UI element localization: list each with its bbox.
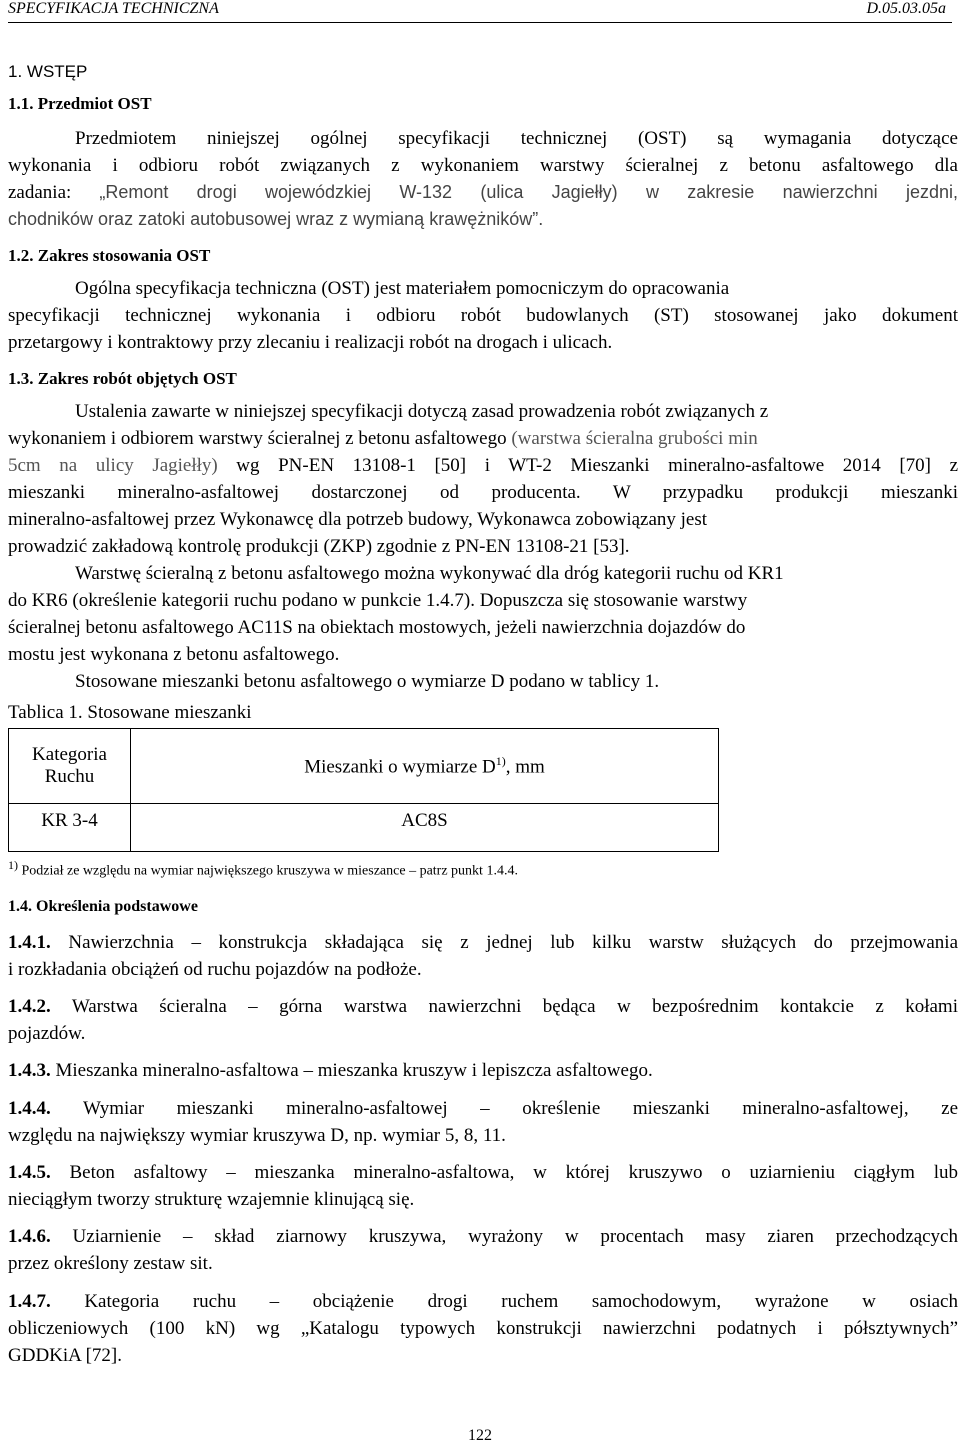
definition-cont: GDDKiA [72].	[8, 1345, 122, 1366]
definition-cont: przez określony zestaw sit.	[8, 1253, 213, 1274]
table-row	[9, 803, 719, 851]
table-cell: AC8S	[131, 803, 719, 851]
definition-number: 1.4.1.	[8, 932, 51, 953]
definition-number: 1.4.6.	[8, 1226, 51, 1247]
section-heading-1-1: 1.1. Przedmiot OST	[8, 94, 152, 113]
paragraph-line: Ustalenia zawarte w niniejszej specyfikacji dotyczą zasad prowadzenia robót związanych z	[75, 401, 769, 422]
definition	[8, 996, 958, 1018]
table-header-row	[9, 729, 719, 804]
section-heading-1-4: 1.4. Określenia podstawowe	[8, 898, 198, 915]
paragraph-line: Stosowane mieszanki betonu asfaltowego o wymiarze D podano w tablicy 1.	[75, 671, 660, 692]
table-header-cell	[131, 729, 719, 804]
paragraph-line: specyfikacji technicznej wykonania i odbioru robót budowlanych (ST) stosowanej jako dokument	[8, 305, 958, 326]
running-header	[8, 0, 952, 23]
definition-cont: i rozkładania obciążeń od ruchu pojazdów na podłoże.	[8, 959, 422, 980]
paragraph-line: chodników oraz zatoki autobusowej wraz z wymianą krawężników”.	[8, 209, 544, 229]
header-line: Kategoria	[32, 743, 107, 765]
header-text: Mieszanki o wymiarze D	[304, 756, 496, 778]
definition-text: Nawierzchnia – konstrukcja składająca się z jednej lub kilku warstw służących do przejmowania	[50, 932, 958, 953]
footnote-ref: 1)	[495, 753, 506, 768]
section-heading-1-2: 1.2. Zakres stosowania OST	[8, 246, 211, 265]
definition	[8, 1226, 958, 1248]
definition	[8, 1162, 958, 1184]
definition-cont: nieciągłym tworzy strukturę wzajemnie klinującą się.	[8, 1189, 415, 1210]
table-cell: KR 3-4	[9, 803, 131, 851]
definition-text: Wymiar mieszanki mineralno-asfaltowej – określenie mieszanki mineralno-asfaltowej, ze	[50, 1098, 958, 1119]
definition-number: 1.4.2.	[8, 996, 51, 1017]
definition-cont: względu na największy wymiar kruszywa D, np. wymiar 5, 8, 11.	[8, 1125, 506, 1146]
definition-text: Kategoria ruchu – obciążenie drogi ruchem samochodowym, wyrażone w osiach	[50, 1291, 958, 1312]
text-run-gray: (warstwa ścieralna grubości min	[511, 428, 758, 449]
section-heading-1-3: 1.3. Zakres robót objętych OST	[8, 369, 237, 388]
definition-number: 1.4.7.	[8, 1291, 51, 1312]
text-run-gray: 5cm na ulicy Jagiełły)	[8, 455, 218, 476]
definition-number: 1.4.5.	[8, 1162, 51, 1183]
table-header-cell	[9, 729, 131, 804]
header-line: Ruchu	[44, 765, 95, 787]
definition-text: Beton asfaltowy – mieszanka mineralno-asfaltowa, w której kruszywo o uziarnieniu ciągłym lub	[50, 1162, 958, 1183]
text-run: wg PN-EN 13108-1 [50] i WT-2 Mieszanki mineralno-asfaltowe 2014 [70] z	[217, 455, 959, 476]
paragraph-line: Ogólna specyfikacja techniczna (OST) jest materiałem pomocniczym do opracowania	[75, 278, 730, 299]
definition-text: Mieszanka mineralno-asfaltowa – mieszanka kruszyw i lepiszcza asfaltowego.	[50, 1060, 653, 1081]
paragraph-line: do KR6 (określenie kategorii ruchu podano w punkcie 1.4.7). Dopuszcza się stosowanie warstwy	[8, 590, 748, 611]
page-number: 122	[468, 1427, 492, 1444]
header-unit: , mm	[505, 756, 545, 778]
definition-text: Warstwa ścieralna – górna warstwa nawierzchni będąca w bezpośrednim kontakcie z kołami	[50, 996, 958, 1017]
text-run: wykonaniem i odbiorem warstwy ścieralnej z betonu asfaltowego	[8, 428, 512, 449]
mixtures-table	[8, 728, 719, 852]
paragraph-line: mineralno-asfaltowej przez Wykonawcę dla potrzeb budowy, Wykonawca zobowiązany jest	[8, 509, 708, 530]
definition	[8, 1291, 958, 1313]
paragraph-line: Warstwę ścieralną z betonu asfaltowego można wykonywać dla dróg kategorii ruchu od KR1	[75, 563, 784, 584]
task-name: „Remont drogi wojewódzkiej W-132 (ulica Jagiełły) w zakresie nawierzchni jezdni,	[99, 182, 958, 202]
paragraph-line: wykonania i odbioru robót związanych z wykonaniem warstwy ścieralnej z betonu asfaltowego dla	[8, 155, 958, 176]
definition-text: Uziarnienie – skład ziarnowy kruszywa, wyrażony w procentach masy ziaren przechodzących	[50, 1226, 958, 1247]
definition-cont: pojazdów.	[8, 1023, 86, 1044]
table-caption: Tablica 1. Stosowane mieszanki	[8, 702, 252, 723]
definition	[8, 1098, 958, 1120]
definition-cont: obliczeniowych (100 kN) wg „Katalogu typowych konstrukcji nawierzchni podatnych i półsztywnych”	[8, 1318, 958, 1339]
header-code: D.05.03.05a	[866, 0, 946, 17]
paragraph-line: mieszanki mineralno-asfaltowej dostarczonej od producenta. W przypadku produkcji mieszanki	[8, 482, 958, 503]
paragraph-line	[8, 455, 958, 477]
footnote-text: Podział ze względu na wymiar największego kruszywa w mieszance – patrz punkt 1.4.4.	[21, 863, 518, 879]
paragraph-line: ścieralnej betonu asfaltowego AC11S na obiektach mostowych, jeżeli nawierzchnia dojazdów do	[8, 617, 746, 638]
paragraph-line	[8, 182, 958, 204]
definition	[8, 1060, 958, 1082]
paragraph-line: mostu jest wykonana z betonu asfaltowego.	[8, 644, 340, 665]
paragraph-line: przetargowy i kontraktowy przy zlecaniu i realizacji robót na drogach i ulicach.	[8, 332, 613, 353]
definition-number: 1.4.4.	[8, 1098, 51, 1119]
table-footnote	[8, 858, 958, 880]
definition-number: 1.4.3.	[8, 1060, 51, 1081]
section-heading-1: 1. WSTĘP	[8, 62, 88, 81]
paragraph-line: prowadzić zakładową kontrolę produkcji (ZKP) zgodnie z PN-EN 13108-21 [53].	[8, 536, 630, 557]
paragraph-line: Przedmiotem niniejszej ogólnej specyfikacji technicznej (OST) są wymagania dotyczące	[75, 128, 958, 149]
definition	[8, 932, 958, 954]
header-title: SPECYFIKACJA TECHNICZNA	[8, 0, 219, 17]
paragraph-line	[8, 428, 958, 450]
text-run: zadania:	[8, 182, 100, 203]
footnote-mark: 1)	[8, 858, 18, 872]
